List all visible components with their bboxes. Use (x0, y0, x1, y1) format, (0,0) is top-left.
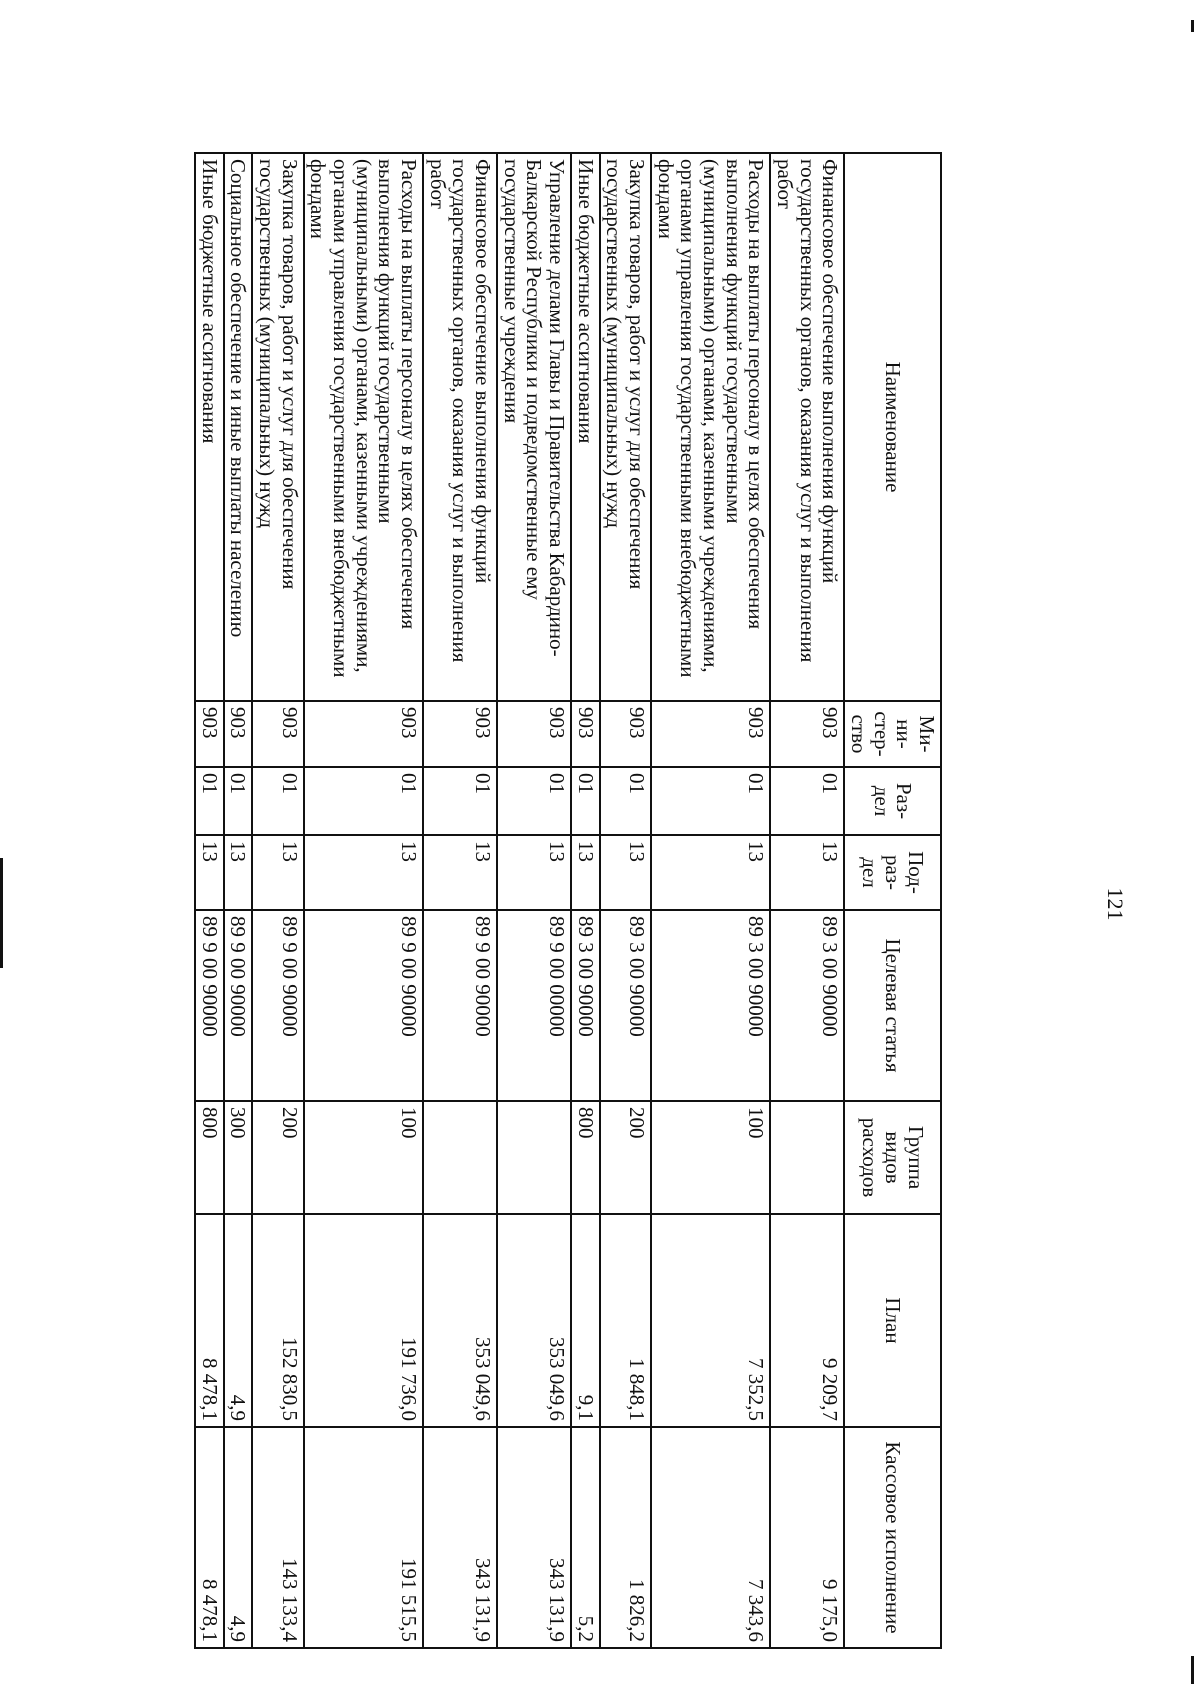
row-subsection: 13 (423, 835, 497, 910)
row-group (423, 1101, 497, 1214)
header-target: Целевая статья (844, 910, 941, 1101)
row-plan: 353 049,6 (497, 1214, 571, 1427)
row-execution: 8 478,1 (195, 1427, 224, 1648)
row-execution: 1 826,2 (600, 1427, 651, 1648)
row-plan: 9,1 (571, 1214, 600, 1427)
row-plan: 152 830,5 (252, 1214, 303, 1427)
row-name: Финансовое обеспечение выполнения функций государственных органов, оказания услуг и выполнения работ (770, 153, 844, 701)
row-name: Иные бюджетные ассигнования (571, 153, 600, 701)
row-section: 01 (423, 767, 497, 835)
row-section: 01 (304, 767, 423, 835)
table-row (571, 153, 600, 1648)
row-ministry: 903 (770, 701, 844, 767)
row-execution: 191 515,5 (304, 1427, 423, 1648)
row-plan: 4,9 (224, 1214, 253, 1427)
row-group: 800 (195, 1101, 224, 1214)
row-subsection: 13 (571, 835, 600, 910)
row-ministry: 903 (423, 701, 497, 767)
row-ministry: 903 (224, 701, 253, 767)
table-body (195, 153, 844, 1648)
row-name: Расходы на выплаты персоналу в целях обеспечения выполнения функций государственными (муниципальными) органами, казенными учреждениями, органами управления государственными внебюджетными фондами (304, 153, 423, 701)
row-plan: 9 209,7 (770, 1214, 844, 1427)
scan-edge-mark (1191, 20, 1194, 32)
row-section: 01 (195, 767, 224, 835)
row-group (497, 1101, 571, 1214)
header-name: Наименование (844, 153, 941, 701)
row-plan: 1 848,1 (600, 1214, 651, 1427)
row-execution: 343 131,9 (497, 1427, 571, 1648)
row-group: 800 (571, 1101, 600, 1214)
row-section: 01 (600, 767, 651, 835)
row-target: 89 3 00 90000 (770, 910, 844, 1101)
row-section: 01 (651, 767, 770, 835)
row-execution: 4,9 (224, 1427, 253, 1648)
row-section: 01 (770, 767, 844, 835)
row-section: 01 (224, 767, 253, 835)
row-section: 01 (497, 767, 571, 835)
row-plan: 8 478,1 (195, 1214, 224, 1427)
row-plan: 7 352,5 (651, 1214, 770, 1427)
row-target: 89 9 00 00000 (497, 910, 571, 1101)
header-section: Раз-дел (844, 767, 941, 835)
row-subsection: 13 (224, 835, 253, 910)
budget-table (194, 152, 942, 1649)
row-execution: 5,2 (571, 1427, 600, 1648)
row-group: 300 (224, 1101, 253, 1214)
table-row (224, 153, 253, 1648)
row-name: Финансовое обеспечение выполнения функций государственных органов, оказания услуг и выполнения работ (423, 153, 497, 701)
row-name: Расходы на выплаты персоналу в целях обеспечения выполнения функций государственными (муниципальными) органами, казенными учреждениями, органами управления государственными внебюджетными фондами (651, 153, 770, 701)
row-ministry: 903 (304, 701, 423, 767)
row-target: 89 3 00 90000 (600, 910, 651, 1101)
table-row (252, 153, 303, 1648)
header-ministry: Ми-ни-стер-ство (844, 701, 941, 767)
row-subsection: 13 (252, 835, 303, 910)
table-row (497, 153, 571, 1648)
table-row (651, 153, 770, 1648)
page-number: 121 (1103, 887, 1128, 921)
row-target: 89 9 00 90000 (224, 910, 253, 1101)
row-subsection: 13 (651, 835, 770, 910)
row-target: 89 9 00 90000 (423, 910, 497, 1101)
row-execution: 343 131,9 (423, 1427, 497, 1648)
row-group: 200 (252, 1101, 303, 1214)
row-target: 89 9 00 90000 (252, 910, 303, 1101)
row-execution: 9 175,0 (770, 1427, 844, 1648)
row-group: 100 (304, 1101, 423, 1214)
table-row (770, 153, 844, 1648)
table-header-row (844, 153, 941, 1648)
row-group (770, 1101, 844, 1214)
row-ministry: 903 (195, 701, 224, 767)
row-section: 01 (571, 767, 600, 835)
row-group: 100 (651, 1101, 770, 1214)
row-group: 200 (600, 1101, 651, 1214)
header-plan: План (844, 1214, 941, 1427)
row-subsection: 13 (304, 835, 423, 910)
rotated-table-frame (139, 152, 942, 1647)
row-plan: 191 736,0 (304, 1214, 423, 1427)
row-ministry: 903 (252, 701, 303, 767)
header-execution: Кассовое исполнение (844, 1427, 941, 1648)
row-ministry: 903 (497, 701, 571, 767)
row-section: 01 (252, 767, 303, 835)
row-execution: 7 343,6 (651, 1427, 770, 1648)
row-subsection: 13 (600, 835, 651, 910)
row-target: 89 9 00 90000 (304, 910, 423, 1101)
table-row (423, 153, 497, 1648)
table-row (304, 153, 423, 1648)
table-row (195, 153, 224, 1648)
row-subsection: 13 (195, 835, 224, 910)
row-target: 89 3 00 90000 (571, 910, 600, 1101)
row-ministry: 903 (600, 701, 651, 767)
row-target: 89 9 00 90000 (195, 910, 224, 1101)
table-row (600, 153, 651, 1648)
row-subsection: 13 (770, 835, 844, 910)
scan-edge-mark (0, 858, 3, 968)
header-group: Группа видов расходов (844, 1101, 941, 1214)
row-ministry: 903 (571, 701, 600, 767)
row-name: Иные бюджетные ассигнования (195, 153, 224, 701)
row-plan: 353 049,6 (423, 1214, 497, 1427)
row-name: Социальное обеспечение и иные выплаты населению (224, 153, 253, 701)
row-name: Закупка товаров, работ и услуг для обеспечения государственных (муниципальных) нужд (252, 153, 303, 701)
scan-edge-mark (1191, 1656, 1194, 1684)
row-execution: 143 133,4 (252, 1427, 303, 1648)
row-ministry: 903 (651, 701, 770, 767)
row-name: Управление делами Главы и Правительства Кабардино-Балкарской Республики и подведомственные ему государственные учреждения (497, 153, 571, 701)
row-name: Закупка товаров, работ и услуг для обеспечения государственных (муниципальных) нужд (600, 153, 651, 701)
row-subsection: 13 (497, 835, 571, 910)
header-subsection: Под-раз-дел (844, 835, 941, 910)
row-target: 89 3 00 90000 (651, 910, 770, 1101)
